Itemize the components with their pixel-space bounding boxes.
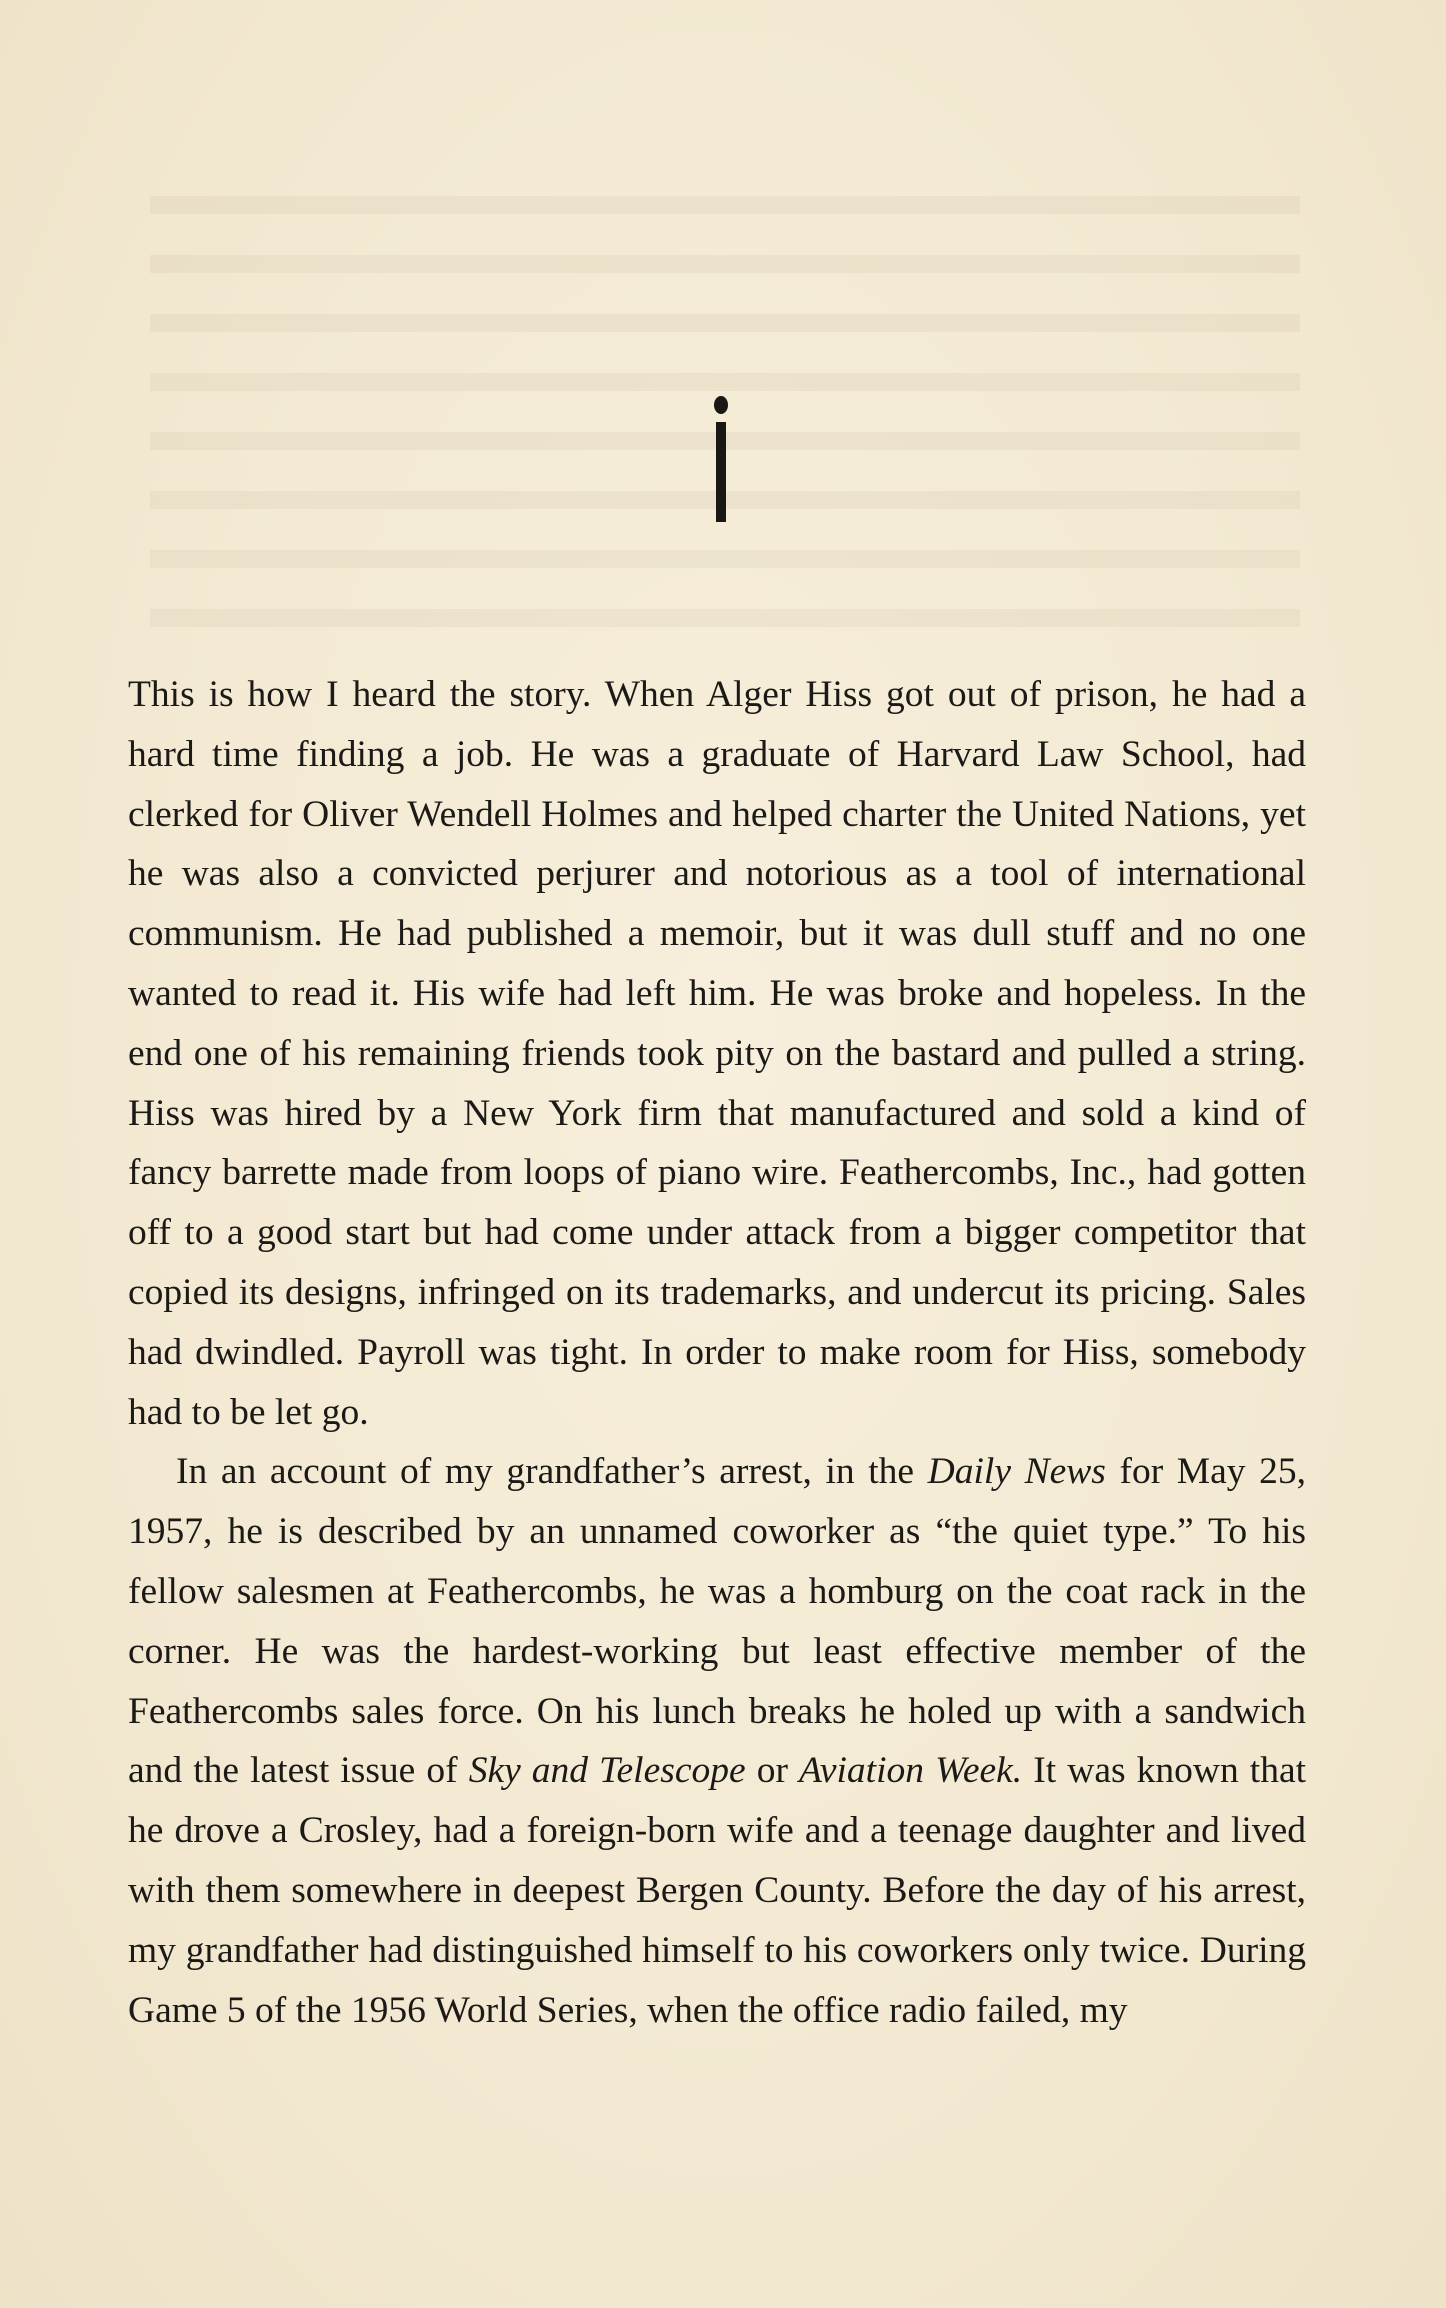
- paragraph-1: This is how I heard the story. When Alger Hiss got out of prison, he had a hard time finding a job. He was a graduate of Harvard Law School, had clerked for Oliver Wendell Holmes and helped charter the United Nations, yet he was also a convicted perjurer and notorious as a tool of international communism. He had published a memoir, but it was dull stuff and no one wanted to read it. His wife had left him. He was broke and hopeless. In the end one of his remaining friends took pity on the bastard and pulled a string. Hiss was hired by a New York firm that manufactured and sold a kind of fancy barrette made from loops of piano wire. Feathercombs, Inc., had gotten off to a good start but had come under attack from a bigger competitor that copied its designs, infringed on its trademarks, and undercut its pricing. Sales had dwindled. Payroll was tight. In order to make room for Hiss, somebody had to be let go.: [128, 674, 1306, 1433]
- paragraph-2: [128, 1442, 1306, 2040]
- paragraph-2-text: for May 25, 1957, he is described by an unnamed coworker as “the quiet type.” To his fellow salesmen at Feathercombs, he was a homburg on the coat rack in the corner. He was the hardest-working but least effective member of the Feathercombs sales force. On his lunch breaks he holed up with a sandwich and the latest issue of: [128, 1451, 1307, 1792]
- paragraph-2-text: In an account of my grandfather’s arrest, in the: [176, 1451, 928, 1493]
- chapter-body: [128, 665, 1306, 2040]
- magazine-title: Sky and Telescope: [468, 1750, 746, 1792]
- chapter-number-stem: [716, 422, 726, 522]
- magazine-title: Aviation Week.: [799, 1750, 1023, 1792]
- paragraph-2-text: It was known that he drove a Crosley, had a foreign-born wife and a teenage daughter and lived with them somewhere in deepest Bergen County. Before the day of his arrest, my grandfather had distinguished himself to his coworkers only twice. During Game 5 of the 1956 World Series, when the office radio failed, my: [128, 1750, 1307, 2031]
- chapter-number-dot: [714, 396, 728, 414]
- chapter-number: [713, 396, 729, 522]
- publication-title: Daily News: [927, 1451, 1106, 1493]
- paragraph-2-text: or: [745, 1750, 800, 1792]
